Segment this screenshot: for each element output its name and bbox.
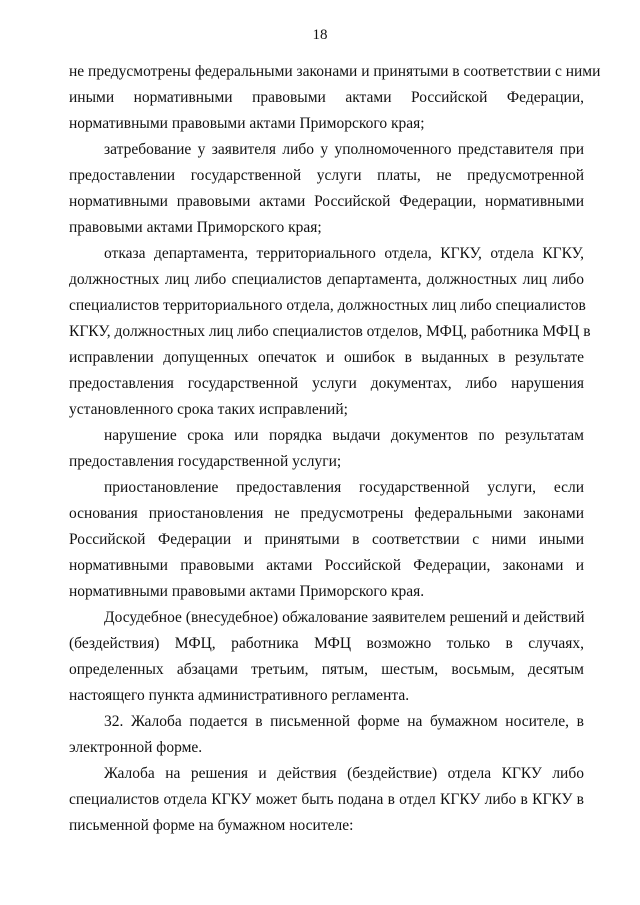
text-line: нарушение срока или порядка выдачи документов по результатам [104, 427, 584, 444]
text-line: не предусмотрены федеральными законами и принятыми в соответствии с ними [69, 63, 601, 80]
text-line: КГКУ, должностных лиц либо специалистов отделов, МФЦ, работника МФЦ в [69, 323, 591, 340]
text-line: нормативными правовыми актами Российской Федерации, нормативными [69, 193, 584, 210]
paragraph [69, 475, 584, 605]
text-line: электронной форме. [69, 739, 203, 756]
page-number: 18 [312, 27, 328, 43]
paragraph [69, 137, 584, 241]
text-line: (бездействия) МФЦ, работника МФЦ возможно только в случаях, [69, 635, 584, 652]
text-line: иными нормативными правовыми актами Российской Федерации, [69, 89, 584, 106]
text-line: предоставления государственной услуги; [69, 453, 342, 470]
paragraph [69, 423, 584, 475]
text-line: основания приостановления не предусмотрены федеральными законами [69, 505, 584, 522]
text-line: письменной форме на бумажном носителе: [69, 817, 354, 834]
text-line: Жалоба на решения и действия (бездействие) отдела КГКУ либо [104, 765, 584, 782]
text-line: Российской Федерации и принятыми в соответствии с ними иными [69, 531, 584, 548]
text-line: нормативными правовыми актами Российской Федерации, законами и [69, 557, 584, 574]
text-line: предоставления государственной услуги документах, либо нарушения [69, 375, 584, 392]
text-line: должностных лиц либо специалистов департамента, должностных лиц либо [69, 271, 584, 288]
paragraph [69, 605, 584, 709]
text-line: правовыми актами Приморского края; [69, 219, 322, 236]
paragraph [69, 59, 601, 137]
text-line: настоящего пункта административного регламента. [69, 687, 410, 704]
text-line: исправлении допущенных опечаток и ошибок в выданных в результате [69, 349, 584, 366]
text-line: определенных абзацами третьим, пятым, шестым, восьмым, десятым [69, 661, 584, 678]
text-line: установленного срока таких исправлений; [69, 401, 348, 418]
text-line: отказа департамента, территориального отдела, КГКУ, отдела КГКУ, [104, 245, 584, 262]
paragraph [69, 709, 584, 761]
text-line: предоставлении государственной услуги платы, не предусмотренной [69, 167, 584, 184]
paragraph [69, 241, 591, 423]
text-line: специалистов территориального отдела, должностных лиц либо специалистов [69, 297, 586, 314]
text-line: специалистов отдела КГКУ может быть подана в отдел КГКУ либо в КГКУ в [69, 791, 584, 808]
text-line: Досудебное (внесудебное) обжалование заявителем решений и действий [104, 609, 585, 626]
text-line: нормативными правовыми актами Приморского края. [69, 583, 425, 600]
text-line: 32. Жалоба подается в письменной форме на бумажном носителе, в [104, 713, 584, 730]
text-line: затребование у заявителя либо у уполномоченного представителя при [104, 141, 584, 158]
text-line: приостановление предоставления государственной услуги, если [104, 479, 584, 496]
paragraph [69, 761, 584, 839]
document-body [69, 59, 601, 839]
text-line: нормативными правовыми актами Приморского края; [69, 115, 425, 132]
